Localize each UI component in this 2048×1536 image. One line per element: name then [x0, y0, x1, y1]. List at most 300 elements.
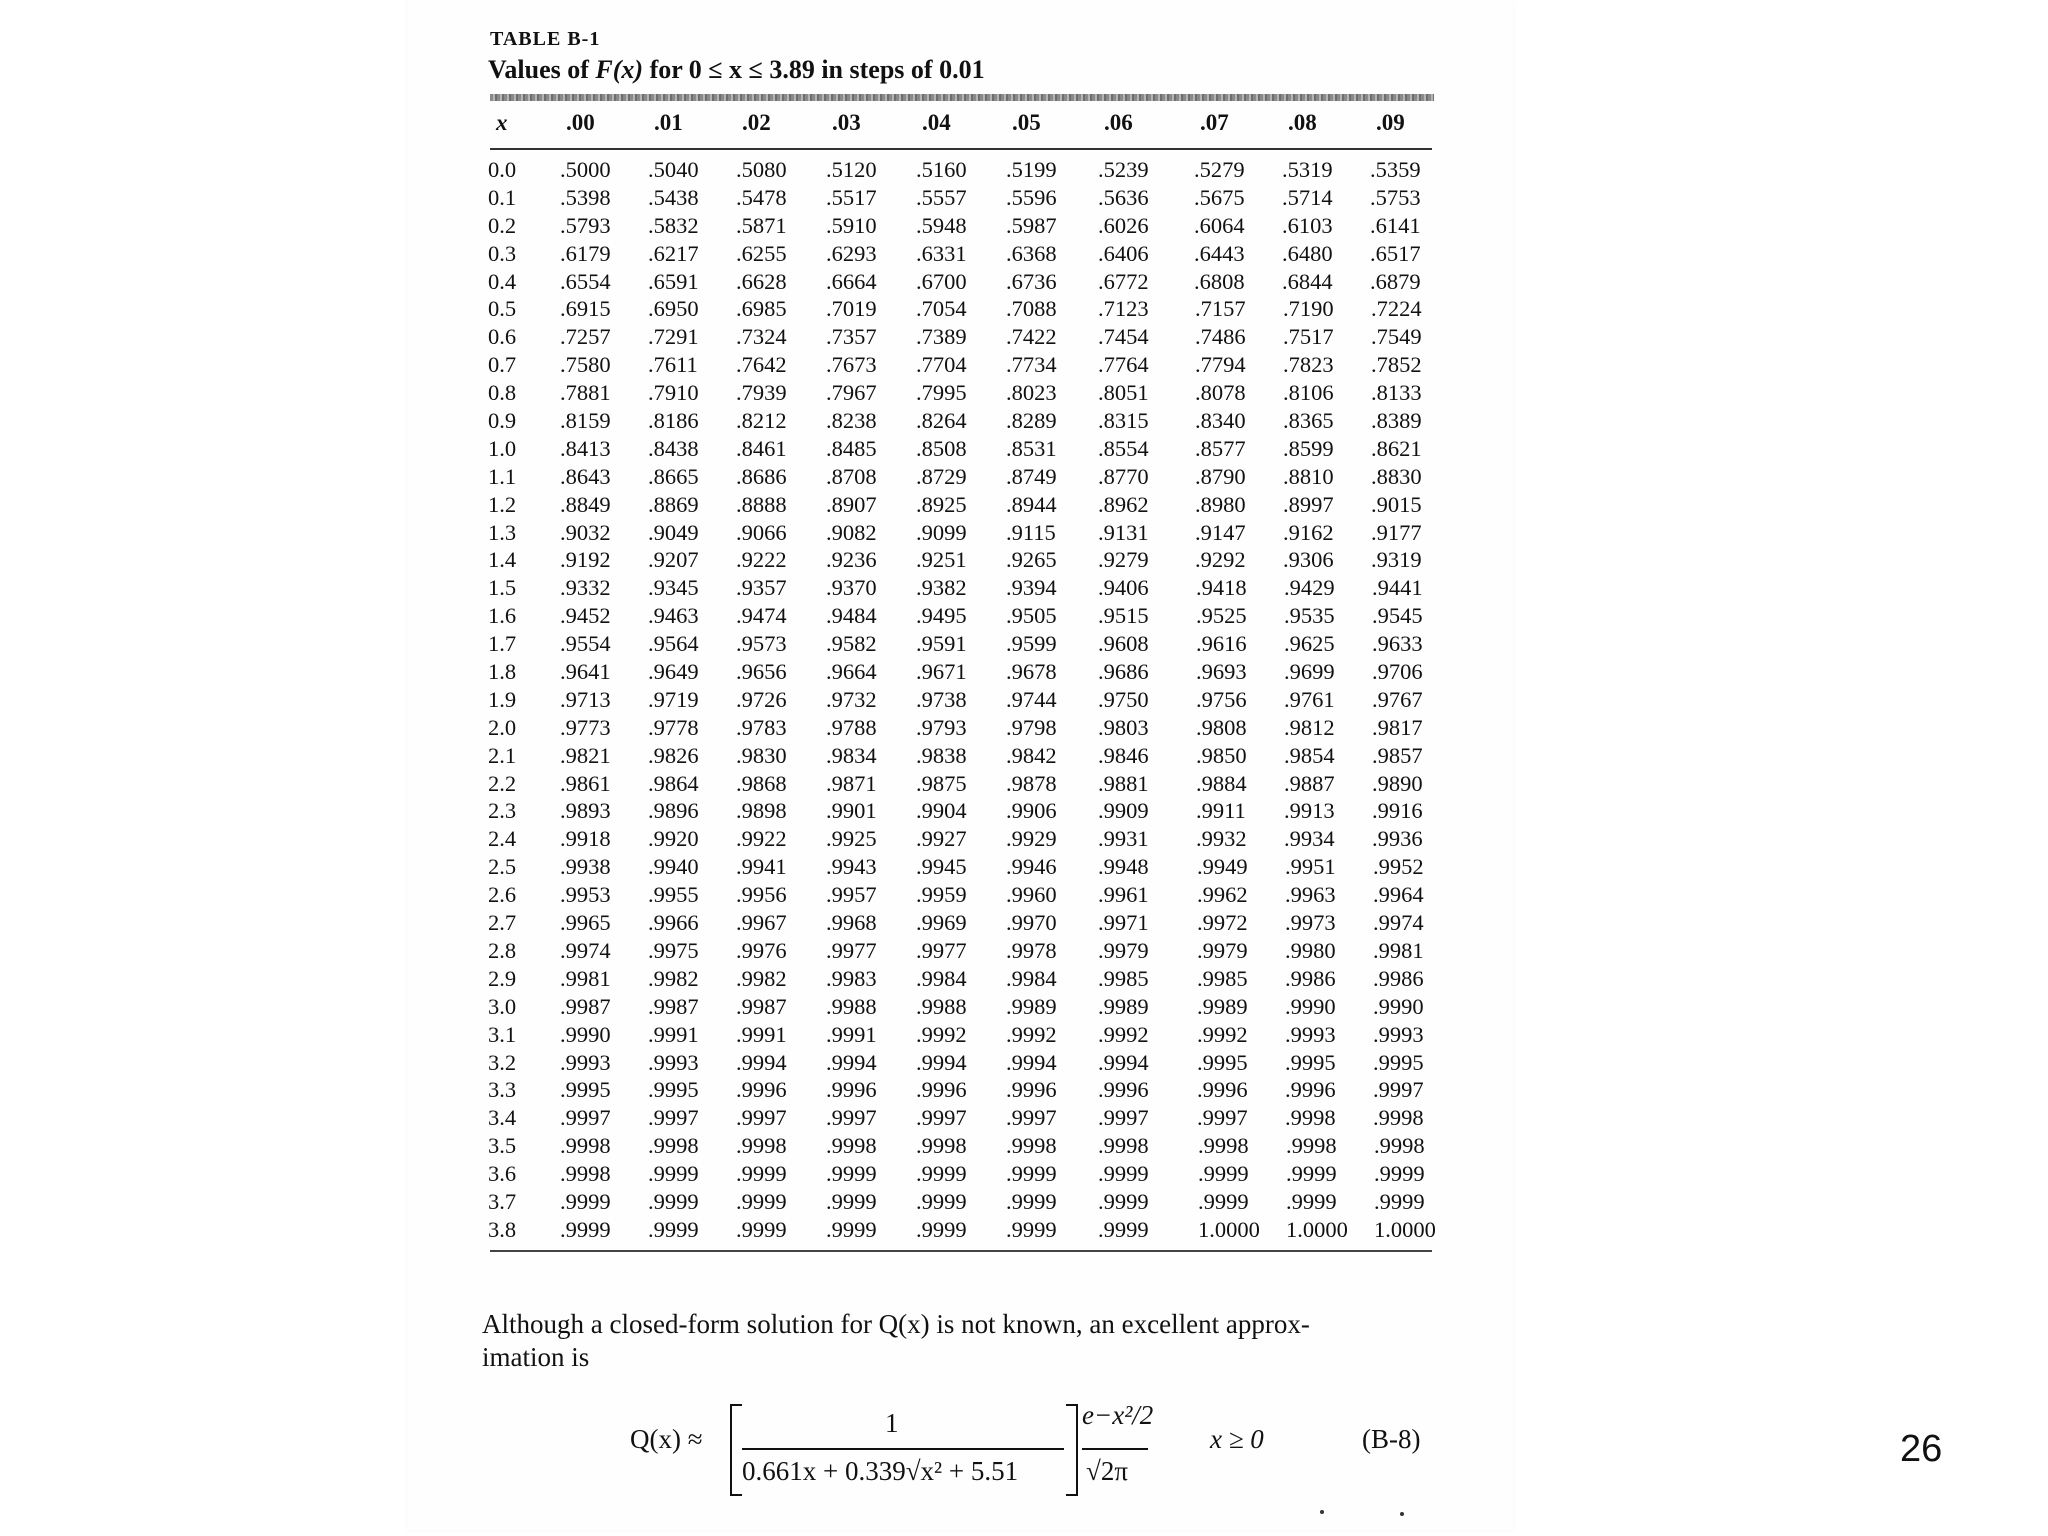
table-cell: 1.0000 [1374, 1216, 1436, 1242]
row-x-value: 2.6 [488, 882, 517, 908]
table-cell: .9996 [736, 1077, 787, 1103]
table-cell: .7995 [916, 380, 967, 406]
table-cell: .9997 [826, 1105, 877, 1131]
table-cell: .9997 [736, 1105, 787, 1131]
table-cell: .9616 [1196, 631, 1247, 657]
table-cell: .9992 [1006, 1021, 1057, 1047]
table-cell: .9951 [1285, 854, 1336, 880]
table-cell: .7291 [648, 324, 699, 350]
table-cell: .9961 [1098, 882, 1149, 908]
table-cell: .9965 [560, 910, 611, 936]
table-cell: .9744 [1006, 686, 1057, 712]
table-cell: .9927 [916, 826, 967, 852]
table-header-row [490, 110, 1432, 140]
table-cell: .9345 [648, 575, 699, 601]
table-cell: .8212 [736, 408, 787, 434]
caption-prefix: Values of [488, 55, 596, 84]
table-cell: .8389 [1371, 408, 1422, 434]
table-cell: .6368 [1006, 240, 1057, 266]
table-cell: .9998 [1373, 1105, 1424, 1131]
table-cell: .9875 [916, 770, 967, 796]
table-row [488, 519, 1432, 547]
table-cell: .9968 [826, 910, 877, 936]
table-cell: .9998 [648, 1133, 699, 1159]
table-cell: .9974 [560, 937, 611, 963]
table-cell: .9987 [560, 993, 611, 1019]
table-cell: .9082 [826, 519, 877, 545]
table-cell: .6628 [736, 268, 787, 294]
table-cell: .9999 [916, 1161, 967, 1187]
table-row [488, 853, 1432, 881]
table-cell: .6772 [1098, 268, 1149, 294]
table-cell: .9192 [560, 547, 611, 573]
table-cell: .9991 [648, 1021, 699, 1047]
table-cell: .5279 [1194, 157, 1245, 182]
table-cell: .9306 [1283, 547, 1334, 573]
table-cell: .8770 [1098, 463, 1149, 489]
row-x-value: 3.5 [488, 1133, 517, 1159]
table-cell: .7910 [648, 380, 699, 406]
row-x-value: 1.3 [488, 519, 517, 545]
table-cell: .9943 [826, 854, 877, 880]
table-cell: .9997 [648, 1105, 699, 1131]
table-cell: .9817 [1372, 714, 1423, 740]
table-cell: .9515 [1098, 603, 1149, 629]
table-cell: .5160 [916, 157, 967, 182]
paragraph-line-1: Although a closed-form solution for Q(x) is not known, an excellent approx- [482, 1309, 1310, 1339]
table-cell: .5438 [648, 184, 699, 210]
table-cell: .7123 [1098, 296, 1149, 322]
table-cell: .9920 [648, 826, 699, 852]
table-cell: .9999 [1006, 1216, 1057, 1242]
table-cell: .9788 [826, 714, 877, 740]
table-cell: .9147 [1195, 519, 1246, 545]
table-cell: .9936 [1372, 826, 1423, 852]
table-cell: .9756 [1196, 686, 1247, 712]
table-cell: .9998 [1286, 1133, 1337, 1159]
table-top-rule [490, 94, 1434, 101]
table-cell: .9998 [916, 1133, 967, 1159]
table-cell: .6026 [1098, 212, 1149, 238]
table-cell: .6950 [648, 296, 699, 322]
table-cell: .6985 [736, 296, 787, 322]
table-row [488, 1160, 1432, 1188]
table-cell: .9798 [1006, 714, 1057, 740]
table-cell: .9608 [1098, 631, 1149, 657]
table-cell: .9999 [916, 1216, 967, 1242]
table-cell: .5636 [1098, 184, 1149, 210]
table-cell: .8133 [1371, 380, 1422, 406]
row-x-value: 0.6 [488, 324, 517, 350]
table-cell: .6591 [648, 268, 699, 294]
right-bracket [1066, 1404, 1078, 1496]
table-cell: .9945 [916, 854, 967, 880]
table-cell: .9625 [1284, 631, 1335, 657]
table-cell: .9997 [1373, 1077, 1424, 1103]
table-cell: .7794 [1195, 352, 1246, 378]
caption-fx: F(x) [595, 55, 644, 84]
header-col: .01 [654, 110, 683, 135]
table-cell: .9988 [826, 993, 877, 1019]
table-cell: .8980 [1195, 491, 1246, 517]
table-cell: .9693 [1196, 659, 1247, 685]
row-x-value: 0.3 [488, 240, 517, 266]
table-cell: .9871 [826, 770, 877, 796]
table-cell: .8106 [1283, 380, 1334, 406]
row-x-value: 3.3 [488, 1077, 517, 1103]
header-x: x [496, 110, 508, 135]
table-cell: .7764 [1098, 352, 1149, 378]
table-cell: .7088 [1006, 296, 1057, 322]
table-row [488, 714, 1432, 742]
row-x-value: 3.2 [488, 1049, 517, 1075]
row-x-value: 1.2 [488, 491, 517, 517]
table-cell: .9999 [736, 1216, 787, 1242]
table-cell: .9979 [1098, 937, 1149, 963]
table-row [488, 240, 1432, 268]
table-cell: .9997 [1006, 1105, 1057, 1131]
table-cell: .9998 [1006, 1133, 1057, 1159]
table-cell: .9998 [1374, 1133, 1425, 1159]
table-cell: .9394 [1006, 575, 1057, 601]
table-cell: .9992 [916, 1021, 967, 1047]
table-cell: .8554 [1098, 435, 1149, 461]
row-x-value: 2.2 [488, 770, 517, 796]
paragraph-line-2: imation is [482, 1342, 590, 1372]
table-cell: .8925 [916, 491, 967, 517]
table-cell: .9990 [1373, 993, 1424, 1019]
table-row [488, 1216, 1436, 1244]
table-row [488, 881, 1432, 909]
table-cell: .8686 [736, 463, 787, 489]
row-x-value: 2.0 [488, 714, 517, 740]
table-cell: .9979 [1197, 937, 1248, 963]
table-cell: .9484 [826, 603, 877, 629]
table-cell: .9973 [1285, 910, 1336, 936]
table-cell: .5987 [1006, 212, 1057, 238]
table-cell: .9978 [1006, 937, 1057, 963]
table-cell: .9949 [1197, 854, 1248, 880]
scan-speck [1320, 1510, 1324, 1514]
table-row [488, 295, 1432, 323]
header-col: .08 [1288, 110, 1317, 135]
table-cell: .9812 [1284, 714, 1335, 740]
table-row [488, 407, 1432, 435]
table-cell: .8869 [648, 491, 699, 517]
table-cell: .5948 [916, 212, 967, 238]
table-cell: .9429 [1284, 575, 1335, 601]
table-cell: .7549 [1371, 324, 1422, 350]
table-cell: .6480 [1282, 240, 1333, 266]
row-x-value: 2.7 [488, 910, 517, 936]
table-cell: .9998 [826, 1133, 877, 1159]
table-cell: .5871 [736, 212, 787, 238]
table-cell: .5596 [1006, 184, 1057, 210]
table-cell: .9980 [1285, 937, 1336, 963]
table-cell: .9962 [1197, 882, 1248, 908]
table-cell: .9996 [916, 1077, 967, 1103]
table-cell: .9838 [916, 742, 967, 768]
table-row [488, 212, 1432, 240]
table-cell: .8749 [1006, 463, 1057, 489]
table-cell: .9495 [916, 603, 967, 629]
table-row [488, 770, 1432, 798]
table-cell: .9826 [648, 742, 699, 768]
table-cell: .9713 [560, 686, 611, 712]
table-cell: .9952 [1373, 854, 1424, 880]
table-cell: .6736 [1006, 268, 1057, 294]
table-cell: .9032 [560, 519, 611, 545]
table-cell: .9987 [648, 993, 699, 1019]
row-x-value: 0.9 [488, 408, 517, 434]
table-cell: .6293 [826, 240, 877, 266]
table-cell: .8508 [916, 435, 967, 461]
table-cell: .9955 [648, 882, 699, 908]
table-cell: .9989 [1098, 993, 1149, 1019]
table-cell: .9989 [1197, 993, 1248, 1019]
table-label: TABLE B-1 [490, 28, 601, 50]
table-cell: .7852 [1371, 352, 1422, 378]
table-cell: .9911 [1196, 798, 1246, 824]
table-cell: .9686 [1098, 659, 1149, 685]
table-cell: .9993 [648, 1049, 699, 1075]
table-cell: .9999 [826, 1188, 877, 1214]
table-cell: .9901 [826, 798, 877, 824]
table-cell: .9964 [1373, 882, 1424, 908]
table-cell: .9994 [916, 1049, 967, 1075]
table-cell: .9162 [1283, 519, 1334, 545]
row-x-value: 3.6 [488, 1161, 517, 1187]
table-cell: .9808 [1196, 714, 1247, 740]
table-cell: .6554 [560, 268, 611, 294]
table-cell: .9406 [1098, 575, 1149, 601]
table-cell: .9993 [1285, 1021, 1336, 1047]
table-cell: .9850 [1196, 742, 1247, 768]
table-cell: .8531 [1006, 435, 1057, 461]
table-cell: .8315 [1098, 408, 1149, 434]
table-row [488, 1076, 1432, 1104]
table-cell: .7454 [1098, 324, 1149, 350]
table-bottom-rule [490, 1250, 1432, 1252]
table-cell: .7642 [736, 352, 787, 378]
table-cell: .9474 [736, 603, 787, 629]
formula-numerator: 1 [885, 1408, 899, 1438]
table-cell: .9995 [1197, 1049, 1248, 1075]
table-cell: .9999 [1198, 1188, 1249, 1214]
table-cell: .9265 [1006, 547, 1057, 573]
table-cell: .9916 [1372, 798, 1423, 824]
table-cell: .9599 [1006, 631, 1057, 657]
row-x-value: 0.2 [488, 212, 517, 238]
table-cell: .9993 [560, 1049, 611, 1075]
table-cell: .8413 [560, 435, 611, 461]
table-cell: .7486 [1195, 324, 1246, 350]
table-cell: .9015 [1371, 491, 1422, 517]
row-x-value: 1.9 [488, 686, 517, 712]
table-row [488, 268, 1432, 296]
table-cell: .8907 [826, 491, 877, 517]
table-cell: .9972 [1197, 910, 1248, 936]
table-cell: 1.0000 [1198, 1216, 1260, 1242]
table-cell: .9671 [916, 659, 967, 685]
table-cell: .7422 [1006, 324, 1057, 350]
table-cell: .7190 [1283, 296, 1334, 322]
table-row [488, 379, 1432, 407]
table-cell: .9997 [1197, 1105, 1248, 1131]
table-cell: .9678 [1006, 659, 1057, 685]
row-x-value: 0.1 [488, 184, 517, 210]
table-cell: .9699 [1284, 659, 1335, 685]
table-cell: .5359 [1370, 157, 1421, 182]
table-cell: .9959 [916, 882, 967, 908]
table-cell: .9974 [1373, 910, 1424, 936]
header-col: .03 [832, 110, 861, 135]
table-cell: .9971 [1098, 910, 1149, 936]
table-cell: .9761 [1284, 686, 1335, 712]
table-cell: .9842 [1006, 742, 1057, 768]
table-cell: .9948 [1098, 854, 1149, 880]
table-row [488, 1132, 1432, 1160]
table-cell: .7967 [826, 380, 877, 406]
left-bracket [730, 1404, 742, 1496]
table-cell: .7939 [736, 380, 787, 406]
table-cell: .9049 [648, 519, 699, 545]
table-cell: .6103 [1282, 212, 1333, 238]
table-cell: .9881 [1098, 770, 1149, 796]
table-row [488, 491, 1432, 519]
formula-b8 [0, 1400, 2048, 1510]
exp-denominator: √2π [1086, 1456, 1128, 1486]
table-cell: .9960 [1006, 882, 1057, 908]
table-row [488, 463, 1432, 491]
header-col: .07 [1200, 110, 1229, 135]
table-cell: .9967 [736, 910, 787, 936]
table-cell: .8289 [1006, 408, 1057, 434]
table-cell: .9992 [1197, 1021, 1248, 1047]
table-cell: .9999 [648, 1188, 699, 1214]
table-cell: .9999 [736, 1161, 787, 1187]
table-cell: .9656 [736, 659, 787, 685]
header-col: .05 [1012, 110, 1041, 135]
table-cell: .5793 [560, 212, 611, 238]
table-cell: .6406 [1098, 240, 1149, 266]
table-cell: .9957 [826, 882, 877, 908]
table-cell: .8577 [1195, 435, 1246, 461]
table-cell: .9995 [1373, 1049, 1424, 1075]
table-cell: .8643 [560, 463, 611, 489]
table-cell: .9996 [1197, 1077, 1248, 1103]
table-row [488, 630, 1432, 658]
table-cell: .9115 [1006, 519, 1056, 545]
table-cell: .9999 [1098, 1216, 1149, 1242]
table-cell: .7881 [560, 380, 611, 406]
table-cell: .6700 [916, 268, 967, 294]
table-cell: .5675 [1194, 184, 1245, 210]
table-cell: .9778 [648, 714, 699, 740]
table-cell: .9706 [1372, 659, 1423, 685]
row-x-value: 2.8 [488, 937, 517, 963]
table-cell: .9988 [916, 993, 967, 1019]
row-x-value: 2.9 [488, 965, 517, 991]
table-cell: .9999 [1006, 1188, 1057, 1214]
table-cell: .9929 [1006, 826, 1057, 852]
table-cell: .8810 [1283, 463, 1334, 489]
row-x-value: 2.5 [488, 854, 517, 880]
table-cell: .9997 [916, 1105, 967, 1131]
table-cell: .7257 [560, 324, 611, 350]
table-cell: .9984 [916, 965, 967, 991]
header-col: .09 [1376, 110, 1405, 135]
table-cell: .9992 [1098, 1021, 1149, 1047]
table-cell: .9946 [1006, 854, 1057, 880]
table-cell: .9995 [1285, 1049, 1336, 1075]
table-cell: .9131 [1098, 519, 1149, 545]
table-cell: .5832 [648, 212, 699, 238]
table-cell: .5239 [1098, 157, 1149, 182]
table-cell: .5319 [1282, 157, 1333, 182]
table-cell: .9925 [826, 826, 877, 852]
table-cell: .9996 [826, 1077, 877, 1103]
table-cell: .5199 [1006, 157, 1057, 182]
table-cell: .9868 [736, 770, 787, 796]
table-cell: .5478 [736, 184, 787, 210]
table-cell: .9750 [1098, 686, 1149, 712]
table-cell: .6844 [1282, 268, 1333, 294]
table-cell: .9292 [1195, 547, 1246, 573]
row-x-value: 1.0 [488, 435, 517, 461]
table-cell: .9999 [1198, 1161, 1249, 1187]
table-cell: .9982 [736, 965, 787, 991]
row-x-value: 0.4 [488, 268, 517, 294]
table-cell: .9591 [916, 631, 967, 657]
table-cell: .8023 [1006, 380, 1057, 406]
table-cell: .8485 [826, 435, 877, 461]
table-row [488, 156, 1432, 184]
table-cell: .6879 [1370, 268, 1421, 294]
table-cell: .9998 [1285, 1105, 1336, 1131]
table-cell: .9505 [1006, 603, 1057, 629]
table-cell: .9975 [648, 937, 699, 963]
table-cell: .9999 [560, 1216, 611, 1242]
table-cell: .5910 [826, 212, 877, 238]
table-cell: .9977 [916, 937, 967, 963]
table-body [488, 156, 1436, 1244]
table-cell: .9909 [1098, 798, 1149, 824]
table-cell: .9986 [1373, 965, 1424, 991]
table-cell: .7324 [736, 324, 787, 350]
formula-lhs: Q(x) ≈ [630, 1424, 703, 1454]
table-row [488, 574, 1432, 602]
table-cell: .9370 [826, 575, 877, 601]
table-cell: .9582 [826, 631, 877, 657]
table-row [488, 825, 1432, 853]
table-cell: .5753 [1370, 184, 1421, 210]
table-caption [488, 55, 985, 85]
table-cell: .9854 [1284, 742, 1335, 768]
table-cell: .9966 [648, 910, 699, 936]
table-cell: .7517 [1283, 324, 1334, 350]
table-cell: .9977 [826, 937, 877, 963]
table-row [488, 1021, 1432, 1049]
table-cell: .9773 [560, 714, 611, 740]
header-col: .06 [1104, 110, 1133, 135]
table-cell: .8159 [560, 408, 611, 434]
table-cell: .8461 [736, 435, 787, 461]
row-x-value: 3.8 [488, 1216, 517, 1242]
table-cell: .9332 [560, 575, 611, 601]
table-cell: .9953 [560, 882, 611, 908]
table-cell: .8962 [1098, 491, 1149, 517]
